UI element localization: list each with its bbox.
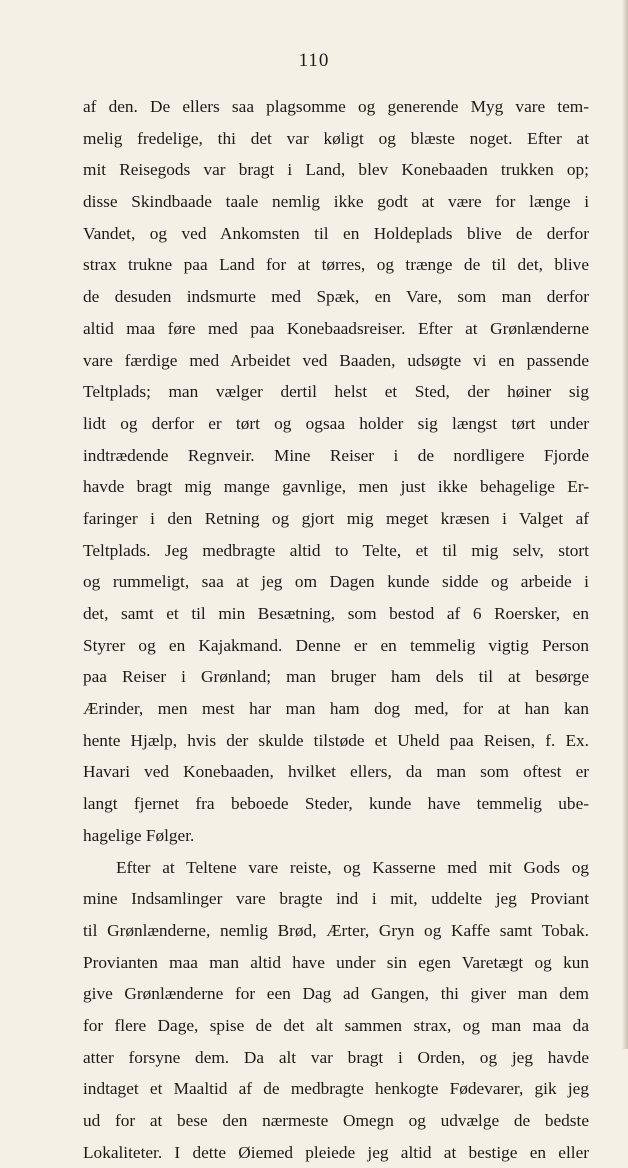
text-line: og rummeligt, saa at jeg om Dagen kunde sidde og arbeide i <box>83 572 589 592</box>
body-text <box>83 91 589 1168</box>
text-line: faringer i den Retning og gjort mig meget kræsen i Valget af <box>83 508 589 528</box>
text-line: altid maa føre med paa Konebaadsreiser. Efter at Grønlænderne <box>83 318 589 338</box>
text-line: langt fjernet fra beboede Steder, kunde have temmelig ube- <box>83 794 589 814</box>
page-number: 110 <box>298 50 330 71</box>
text-line: paa Reiser i Grønland; man bruger ham dels til at besørge <box>83 667 589 687</box>
text-line: af den. De ellers saa plagsomme og generende Myg vare tem- <box>83 97 589 116</box>
text-line: Ærinder, men mest har man ham dog med, for at han kan <box>83 699 589 719</box>
text-line: ud for at bese den nærmeste Omegn og udvælge de bedste <box>83 1111 589 1130</box>
text-line: melig fredelige, thi det var køligt og blæste noget. Efter at <box>83 128 589 148</box>
text-line: for flere Dage, spise de det alt sammen strax, og man maa da <box>83 1015 589 1035</box>
text-line: strax trukne paa Land for at tørres, og trænge de til det, blive <box>83 255 589 275</box>
text-line: mit Reisegods var bragt i Land, blev Konebaaden trukken op; <box>83 160 589 180</box>
text-line: indtrædende Regnveir. Mine Reiser i de nordligere Fjorde <box>83 445 589 465</box>
text-line: Havari ved Konebaaden, hvilket ellers, da man som oftest er <box>83 762 589 782</box>
paragraph-start-line: Efter at Teltene vare reiste, og Kasserne med mit Gods og <box>116 857 589 877</box>
text-line: til Grønlænderne, nemlig Brød, Ærter, Gryn og Kaffe samt Tobak. <box>83 920 589 940</box>
paragraph-end-line: hagelige Følger. <box>83 825 195 845</box>
text-line: vare færdige med Arbeidet ved Baaden, udsøgte vi en passende <box>83 350 589 370</box>
text-line: disse Skindbaade taale nemlig ikke godt at være for længe i <box>83 192 589 212</box>
text-line: Lokaliteter. I dette Øiemed pleiede jeg altid at bestige en eller <box>83 1142 589 1162</box>
text-line: det, samt et til min Besætning, som bestod af 6 Roersker, en <box>83 604 589 623</box>
text-line: Teltplads. Jeg medbragte altid to Telte, et til mig selv, stort <box>83 540 589 560</box>
text-line: hente Hjælp, hvis der skulde tilstøde et Uheld paa Reisen, f. Ex. <box>83 730 589 750</box>
text-line: give Grønlænderne for een Dag ad Gangen, thi giver man dem <box>83 984 589 1004</box>
text-line: Styrer og en Kajakmand. Denne er en temmelig vigtig Person <box>83 635 589 655</box>
page-edge-shadow <box>622 0 628 1049</box>
text-line: indtaget et Maaltid af de medbragte henkogte Fødevarer, gik jeg <box>83 1079 589 1099</box>
text-line: mine Indsamlinger vare bragte ind i mit, uddelte jeg Proviant <box>83 889 589 909</box>
text-line: de desuden indsmurte med Spæk, en Vare, som man derfor <box>83 287 589 307</box>
text-line: Provianten maa man altid have under sin egen Varetægt og kun <box>83 952 589 972</box>
text-line: lidt og derfor er tørt og ogsaa holder sig længst tørt under <box>83 413 589 433</box>
text-line: havde bragt mig mange gavnlige, men just ikke behagelige Er- <box>83 477 589 497</box>
text-line: atter forsyne dem. Da alt var bragt i Orden, og jeg havde <box>83 1047 589 1067</box>
text-line: Vandet, og ved Ankomsten til en Holdeplads blive de derfor <box>83 223 589 243</box>
text-line: Teltplads; man vælger dertil helst et Sted, der høiner sig <box>83 382 589 402</box>
